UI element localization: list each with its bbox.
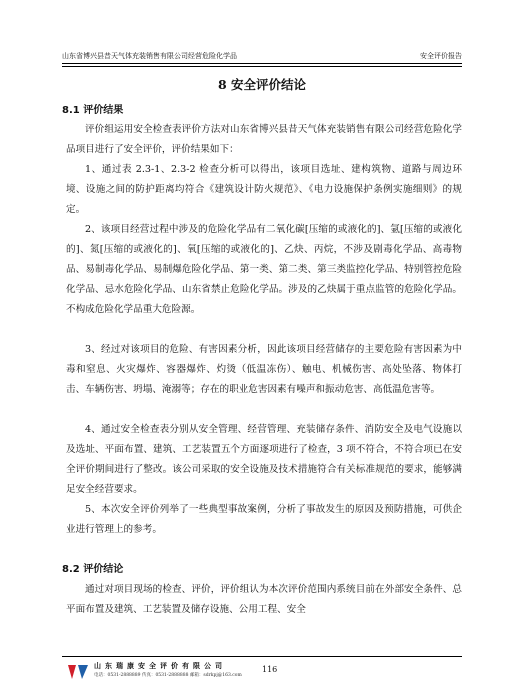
page-footer <box>62 656 462 685</box>
section-heading-8-1: 8.1 评价结果 <box>62 105 124 116</box>
paragraph: 评价组运用安全检查表评价方法对山东省博兴县昔天气体充装销售有限公司经营危险化学品项目进行了安全评价，评价结果如下： <box>66 124 462 155</box>
footer-contact: 电话：0531-2888889 传真：0531-2888888 邮箱：sdrkpj@163.com <box>94 673 242 678</box>
footer-company-name: 山东瑞康安全评价有限公司 <box>94 661 226 670</box>
header-right-title: 安全评价报告 <box>420 52 462 60</box>
section-heading-8-2: 8.2 评价结论 <box>62 564 124 575</box>
paragraph: 通过对项目现场的检查、评价，评价组认为本次评价范围内系统目前在外部安全条件、总平面布置及建筑、工艺装置及储存设施、公用工程、安全 <box>66 584 462 615</box>
company-logo-icon <box>66 663 90 681</box>
chapter-title: 8 安全评价结论 <box>217 77 307 92</box>
page-header <box>62 47 462 64</box>
paragraph: 2、该项目经营过程中涉及的危险化学品有二氧化碳[压缩的或液化的]、氩[压缩的或液化的]、氮[压缩的或液化的]、氧[压缩的或液化的]、乙炔、丙烷，不涉及剧毒化学品、高毒物品、易制毒化学品、易制爆危险化学品、第一类、第二类、第三类监控化学品、特别管控危险化学品、忌水危险化学品、山东省禁止危险化学品。涉及的乙炔属于重点监管的危险化学品。不构成危险化学品重大危险源。 <box>66 224 462 315</box>
paragraph: 5、本次安全评价列举了一些典型事故案例，分析了事故发生的原因及预防措施，可供企业进行管理上的参考。 <box>66 504 462 535</box>
header-divider <box>62 66 462 67</box>
paragraph: 4、通过安全检查表分别从安全管理、经营管理、充装储存条件、消防安全及电气设施以及选址、平面布置、建筑、工艺装置五个方面逐项进行了检查，3 项不符合，不符合项已在安全评价期间进行了整改。该公司采取的安全设施及技术措施符合有关标准规范的要求，能够满足安全经营要求。 <box>66 424 462 495</box>
header-left-title: 山东省博兴县昔天气体充装销售有限公司经营危险化学品 <box>62 52 237 60</box>
paragraph: 3、经过对该项目的危险、有害因素分析，因此该项目经营储存的主要危险有害因素为中毒和窒息、火灾爆炸、容器爆炸、灼烫（低温冻伤）、触电、机械伤害、高处坠落、物体打击、车辆伤害、坍塌、淹溺等；存在的职业危害因素有噪声和振动危害、高低温危害等。 <box>66 344 462 395</box>
page-number: 116 <box>262 665 278 674</box>
paragraph: 1、通过表 2.3-1、2.3-2 检查分析可以得出，该项目选址、建构筑物、道路与周边环境、设施之间的防护距离均符合《建筑设计防火规范》、《电力设施保护条例实施细则》的规定。 <box>66 164 462 215</box>
